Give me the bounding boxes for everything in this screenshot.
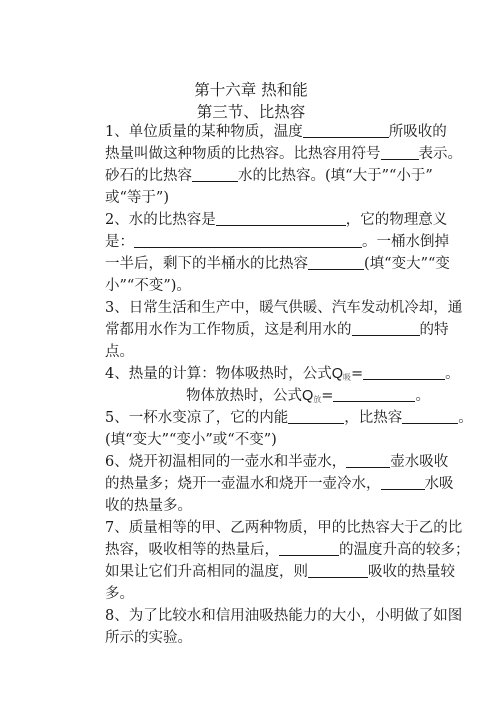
q6-line-2 <box>105 474 454 494</box>
q2-text: 2、水的比热容是 <box>105 212 216 228</box>
q4-text: 。 <box>445 366 460 382</box>
q1-line-1 <box>105 122 447 142</box>
q4-blank-2[interactable] <box>333 387 415 402</box>
q1-line-2 <box>105 144 462 164</box>
q4-symbol: Q <box>331 366 344 382</box>
q2-blank-3[interactable] <box>308 255 364 270</box>
q2-blank-1[interactable] <box>216 211 346 226</box>
q7-blank-1[interactable] <box>279 541 339 556</box>
q3-line-2 <box>105 320 449 340</box>
q7-text: 的温度升高的较多； <box>339 542 470 558</box>
q4-text: 。 <box>415 388 430 404</box>
q7-blank-2[interactable] <box>308 563 368 578</box>
q2-text: (填“变大”“变 <box>364 256 450 272</box>
q7-text: 热容，吸收相等的热量后， <box>105 542 279 558</box>
q3-line-3: 点。 <box>105 344 134 360</box>
q2-text: 。一桶水倒掉 <box>362 234 449 250</box>
q1-text: 表示。 <box>418 146 462 162</box>
q4-equals: = <box>351 366 364 382</box>
q4-text: 4、热量的计算：物体吸热时，公式 <box>105 366 332 382</box>
q2-line-2 <box>105 232 449 252</box>
q6-line-1 <box>105 452 449 472</box>
q7-text: 如果让它们升高相同的温度，则 <box>105 564 308 580</box>
q3-line-1: 3、日常生活和生产中，暖气供暖、汽车发动机冷却，通 <box>105 300 463 316</box>
q6-text: 6、烧开初温相同的一壶水和半壶水， <box>105 454 347 470</box>
q7-line-3 <box>105 562 455 582</box>
q1-line-3 <box>105 166 438 186</box>
q1-blank-1[interactable] <box>303 123 389 138</box>
q4-blank-1[interactable] <box>363 365 445 380</box>
q1-text: 砂石的比热容 <box>105 168 192 184</box>
q6-line-3: 收的热量多。 <box>105 498 192 514</box>
q6-text: 水吸 <box>424 476 454 492</box>
q2-line-4: 小”“不变”)。 <box>105 278 191 294</box>
q4-text: 物体放热时，公式 <box>186 388 302 404</box>
q6-text: 的热量多；烧开一壶温水和烧开一壶冷水， <box>105 476 381 492</box>
q8-line-2: 所示的实验。 <box>105 630 192 646</box>
q8-line-1: 8、为了比较水和信用油吸热能力的大小，小明做了如图 <box>105 608 463 624</box>
q7-line-1: 7、质量相等的甲、乙两种物质，甲的比热容大于乙的比 <box>105 520 463 536</box>
q3-text: 常都用水作为工作物质，这是利用水的 <box>105 322 352 338</box>
q1-blank-2[interactable] <box>381 145 419 160</box>
section-title: 第三节、比热容 <box>196 103 306 121</box>
q1-text: 水的比热容。(填“大于”“小于” <box>238 168 433 184</box>
q4-line-2 <box>186 386 438 410</box>
q1-text: 1、单位质量的某种物质，温度 <box>105 124 303 140</box>
q6-blank-1[interactable] <box>346 453 390 468</box>
q4-subscript: 吸 <box>343 373 352 382</box>
q1-blank-3[interactable] <box>192 167 238 182</box>
q7-text: 吸收的热量较 <box>368 564 455 580</box>
q2-line-3 <box>105 254 450 274</box>
q6-blank-2[interactable] <box>381 475 425 490</box>
chapter-title: 第十六章 热和能 <box>194 81 308 99</box>
q4-equals: = <box>321 388 334 404</box>
q5-text: ，比热容 <box>344 410 403 426</box>
q1-line-4: 或“等于”) <box>105 190 169 206</box>
q7-line-4: 多。 <box>105 586 134 602</box>
q3-text: 的特 <box>419 322 449 338</box>
q5-blank-2[interactable] <box>402 409 458 424</box>
q4-subscript: 放 <box>313 395 322 404</box>
q4-symbol: Q <box>302 388 314 404</box>
q5-blank-1[interactable] <box>288 409 344 424</box>
q2-text: ，它的物理意义 <box>345 212 448 228</box>
q2-line-1 <box>105 210 448 230</box>
q4-line-1 <box>105 364 460 388</box>
q3-blank-1[interactable] <box>352 321 420 336</box>
q1-text: 所吸收的 <box>388 124 447 140</box>
q6-text: 壶水吸收 <box>390 454 449 470</box>
q7-line-2 <box>105 540 470 560</box>
q5-text: 。 <box>458 410 473 426</box>
q2-text: 是： <box>105 234 134 250</box>
q2-blank-2[interactable] <box>134 233 362 248</box>
q5-text: 5、一杯水变凉了，它的内能 <box>105 410 289 426</box>
q5-line-2: (填“变大”“变小”或“不变”) <box>105 432 277 448</box>
q2-text: 一半后，剩下的半桶水的比热容 <box>105 256 308 272</box>
q5-line-1 <box>105 408 473 428</box>
q1-text: 热量叫做这种物质的比热容。比热容用符号 <box>105 146 381 162</box>
